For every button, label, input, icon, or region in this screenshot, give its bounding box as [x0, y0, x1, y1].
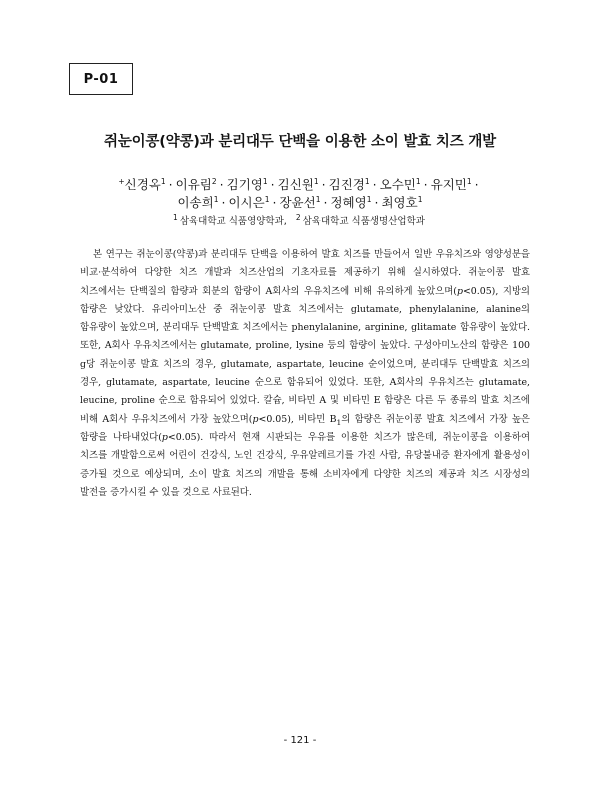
- author: 이유림$^2$: [175, 176, 217, 192]
- author: 최영호$^1$: [381, 194, 423, 210]
- author-separator: ·: [323, 195, 328, 210]
- affiliations: [0, 213, 600, 227]
- abstract-body: 본 연구는 쥐눈이콩(약콩)과 분리대두 단백을 이용하여 발효 치즈를 만들어서 일반 우유치즈와 영양성분을 비교·분석하여 다양한 치즈 개발과 치즈산업의 기초자료를 제공하기 위해 실시하였다. 쥐눈이콩 발효 치즈에서는 단백질의 함량과 회분의 함량이 A회사의 우유치즈에 비해 유의하게 높았으며(p<0.05), 지방의 함량은 낮았다. 유리아미노산 중 쥐눈이콩 발효 치즈에서는 glutamate, phenylalanine, alanine의 함유량이 높았으며, 분리대두 단백발효 치즈에서는 phenylalanine, arginine, glitamate 함유량이 높았다. 또한, A회사 우유치즈에서는 glutamate, proline, lysine 등의 함량이 높았다. 구성아미노산의 함량은 100 g당 쥐눈이콩 발효 치즈의 경우, glutamate, aspartate, leucine 순이었으며, 분리대두 단백발효 치즈의 경우, glutamate, aspartate, leucine 순으로 함유되어 있었다. 또한, A회사의 우유치즈는 glutamate, leucine, proline 순으로 함유되어 있었다. 칼슘, 비타민 A 및 비타민 E 함량은 다른 두 종류의 발효 치즈에 비해 A회사 우유치즈에서 가장 높았으며(p<0.05), 비타민 $B_1$의 함량은 쥐눈이콩 발효 치즈에서 가장 높은 함량을 나타내었다(p<0.05). 따라서 현재 시판되는 우유를 이용한 치즈가 많은데, 쥐눈이콩을 이용하여 치즈를 개발함으로써 어린이 건강식, 노인 건강식, 우유알레르기를 가진 사람, 유당불내증 환자에게 활용성이 증가될 것으로 예상되며, 소이 발효 치즈의 개발을 통해 소비자에게 다양한 치즈의 제공과 치즈 시장성의 발전을 증가시킬 수 있을 것으로 사료된다.: [80, 249, 531, 498]
- affiliation: $^1$ 삼육대학교 식품영양학과,: [173, 212, 287, 227]
- author-separator: ·: [221, 195, 226, 210]
- author: 김신원$^1$: [277, 176, 319, 192]
- affiliation: $^2$ 삼육대학교 식품생명산업학과: [295, 212, 425, 227]
- author-separator: ·: [374, 195, 379, 210]
- author: 이송희$^1$: [177, 194, 219, 210]
- author-separator: ·: [270, 177, 275, 192]
- author: 김기영$^1$: [226, 176, 268, 192]
- author-separator: ·: [321, 177, 326, 192]
- page-number: - 121 -: [283, 735, 317, 746]
- author-separator: ·: [423, 177, 428, 192]
- author-separator: ·: [272, 195, 277, 210]
- author: 장윤선$^1$: [279, 194, 321, 210]
- author: 이시은$^1$: [228, 194, 270, 210]
- poster-code-box: [69, 63, 133, 95]
- author: +신경옥$^1$: [118, 176, 166, 192]
- author-line-1: [0, 175, 600, 193]
- poster-code: P-01: [83, 71, 119, 87]
- author: 김진경$^1$: [328, 176, 370, 192]
- author-separator: ·: [168, 177, 173, 192]
- paper-title: 쥐눈이콩(약콩)과 분리대두 단백을 이용한 소이 발효 치즈 개발: [104, 134, 496, 150]
- author: 정혜영$^1$: [330, 194, 372, 210]
- author: 오수민$^1$: [379, 176, 421, 192]
- author-line-2: [0, 193, 600, 211]
- author-separator: ·: [372, 177, 377, 192]
- author-separator: ·: [219, 177, 224, 192]
- author-separator: ·: [474, 177, 479, 192]
- author: 유지민$^1$: [430, 176, 472, 192]
